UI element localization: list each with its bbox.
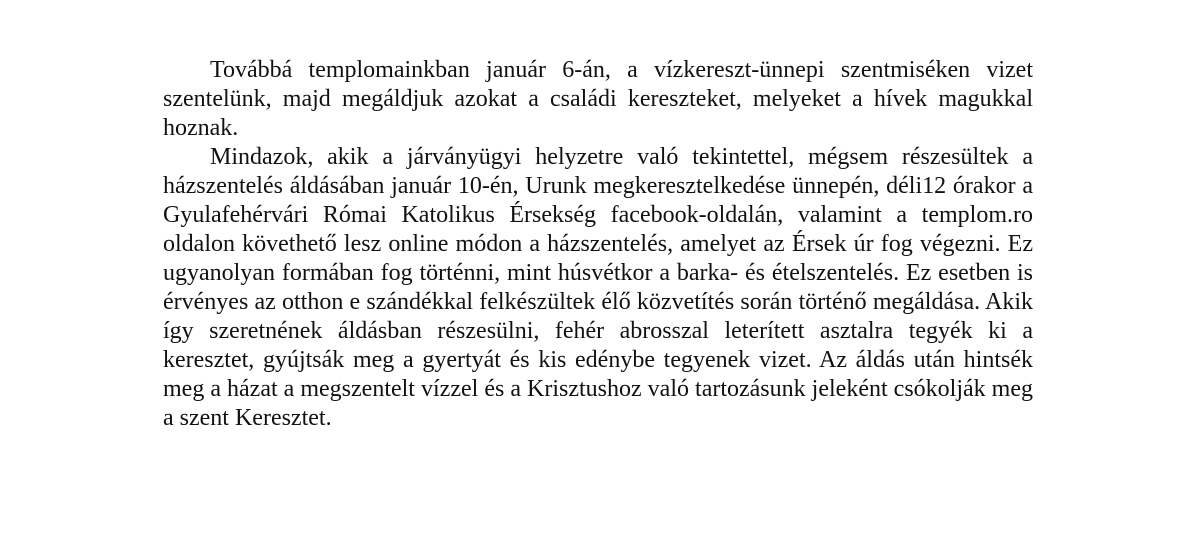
paragraph-epiphany: Továbbá templomainkban január 6-án, a vízkereszt-ünnepi szentmiséken vizet szentelünk, majd megáldjuk azokat a családi kereszteket, melyeket a hívek magukkal hoznak. [163,57,1033,141]
paragraph-house-blessing: Mindazok, akik a járványügyi helyzetre való tekintettel, mégsem részesültek a házszentelés áldásában január 10-én, Urunk megkeresztelkedése ünnepén, déli12 órakor a Gyulafehérvári Római Katolikus Érsekség facebook-oldalán, valamint a templom.ro oldalon követhető lesz online módon a házszentelés, amelyet az Érsek úr fog végezni. Ez ugyanolyan formában fog történni, mint húsvétkor a barka- és ételszentelés. Ez esetben is érvényes az otthon e szándékkal felkészültek élő közvetítés során történő megáldása. Akik így szeretnének áldásban részesülni, fehér abrosszal leterített asztalra tegyék ki a keresztet, gyújtsák meg a gyertyát és kis edénybe tegyenek vizet. Az áldás után hintsék meg a házat a megszentelt vízzel és a Krisztushoz való tartozásunk jeleként csókolják meg a szent Keresztet. [163,144,1033,431]
document-body [163,56,1033,433]
